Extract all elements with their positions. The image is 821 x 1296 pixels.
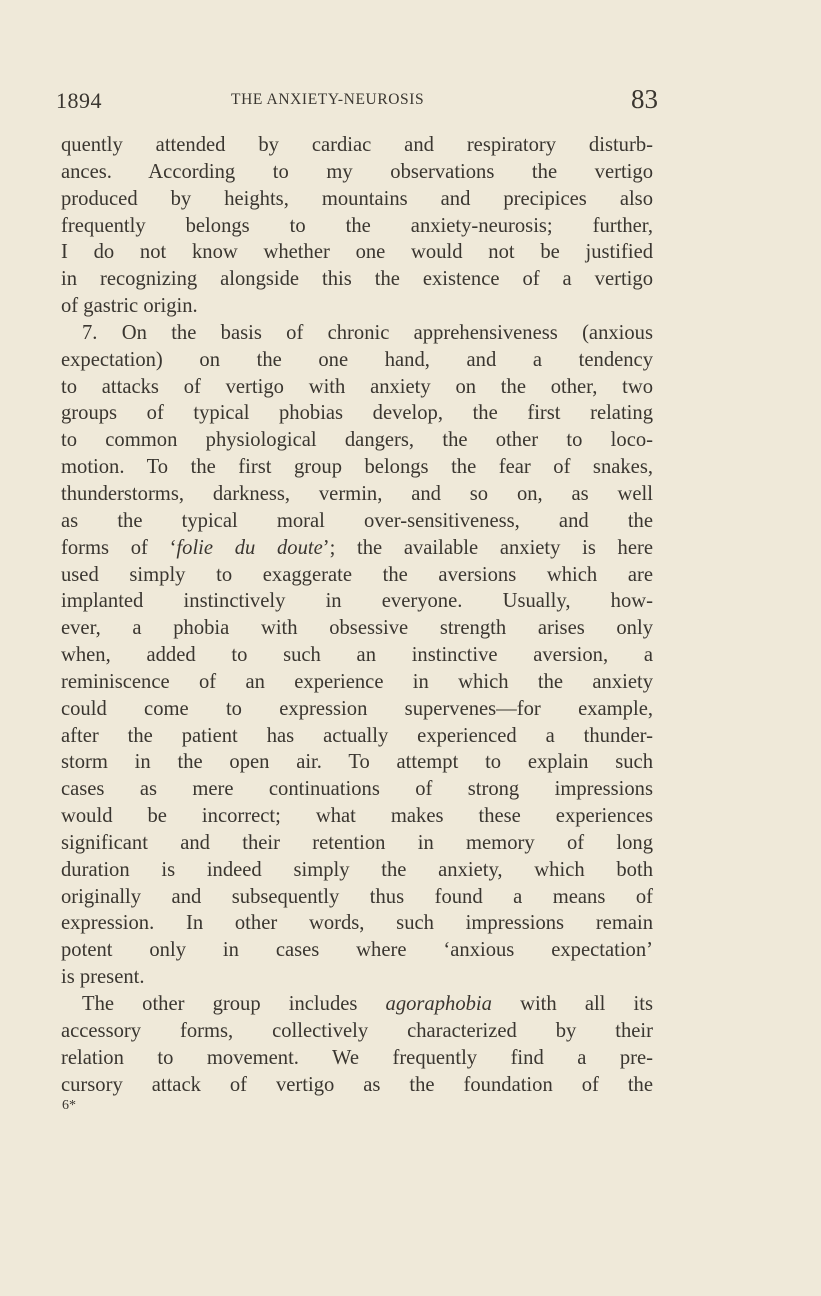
text-line: is present.: [61, 966, 145, 989]
text-segment: ’; the available anxiety is here: [322, 536, 653, 559]
text-segment: with all its: [491, 993, 653, 1015]
header-year: 1894: [56, 88, 102, 113]
text-line: produced by heights, mountains and precipices also: [61, 187, 653, 210]
text-line: implanted instinctively in everyone. Usually, how-: [61, 590, 653, 613]
text-line: frequently belongs to the anxiety-neurosis; further,: [61, 214, 653, 237]
italic-term: folie du doute: [176, 536, 323, 559]
text-line: as the typical moral over-sensitiveness, and the: [61, 509, 653, 532]
text-line: groups of typical phobias develop, the first relating: [61, 402, 653, 425]
text-segment: forms of ‘: [61, 536, 177, 559]
text-line: quently attended by cardiac and respiratory disturb-: [61, 134, 653, 156]
text-line: reminiscence of an experience in which the anxiety: [61, 670, 653, 693]
signature-mark: 6*: [62, 1098, 76, 1113]
text-line: I do not know whether one would not be justified: [61, 241, 653, 264]
text-line: 7. On the basis of chronic apprehensiveness (anxious: [82, 321, 653, 344]
text-line: ances. According to my observations the vertigo: [61, 160, 653, 183]
text-line: originally and subsequently thus found a means of: [61, 885, 653, 908]
text-line: expression. In other words, such impressions remain: [61, 912, 653, 935]
text-line: potent only in cases where ‘anxious expectation’: [61, 939, 653, 962]
text-line: significant and their retention in memory of long: [61, 831, 653, 854]
text-line: when, added to such an instinctive aversion, a: [61, 644, 653, 667]
text-line: storm in the open air. To attempt to explain such: [61, 751, 653, 774]
text-line: cursory attack of vertigo as the foundation of the: [61, 1073, 653, 1096]
text-line: in recognizing alongside this the existence of a vertigo: [61, 268, 653, 291]
text-line: accessory forms, collectively characterized by their: [61, 1019, 653, 1042]
text-line: [61, 991, 653, 1018]
text-line: after the patient has actually experienced a thunder-: [61, 724, 653, 747]
text-line: ever, a phobia with obsessive strength arises only: [61, 617, 653, 640]
text-line: motion. To the first group belongs the fear of snakes,: [61, 456, 653, 479]
text-line: used simply to exaggerate the aversions which are: [61, 563, 653, 586]
header-title: THE ANXIETY-NEUROSIS: [231, 91, 425, 108]
text-line: duration is indeed simply the anxiety, which both: [61, 858, 653, 881]
text-line: [61, 535, 653, 562]
text-line: relation to movement. We frequently find a pre-: [61, 1046, 653, 1069]
page-number: 83: [631, 84, 658, 114]
text-line: expectation) on the one hand, and a tendency: [61, 348, 653, 371]
text-line: would be incorrect; what makes these experiences: [61, 805, 653, 828]
running-head: [56, 84, 656, 116]
body-text: [61, 132, 653, 1098]
text-line: of gastric origin.: [61, 295, 198, 318]
text-line: thunderstorms, darkness, vermin, and so on, as well: [61, 482, 653, 505]
italic-term: agoraphobia: [385, 993, 492, 1015]
text-line: cases as mere continuations of strong impressions: [61, 778, 653, 801]
text-line: could come to expression supervenes—for example,: [61, 697, 653, 720]
text-segment: The other group includes: [82, 993, 386, 1015]
text-line: to attacks of vertigo with anxiety on the other, two: [61, 375, 653, 398]
text-line: to common physiological dangers, the other to loco-: [61, 429, 653, 452]
